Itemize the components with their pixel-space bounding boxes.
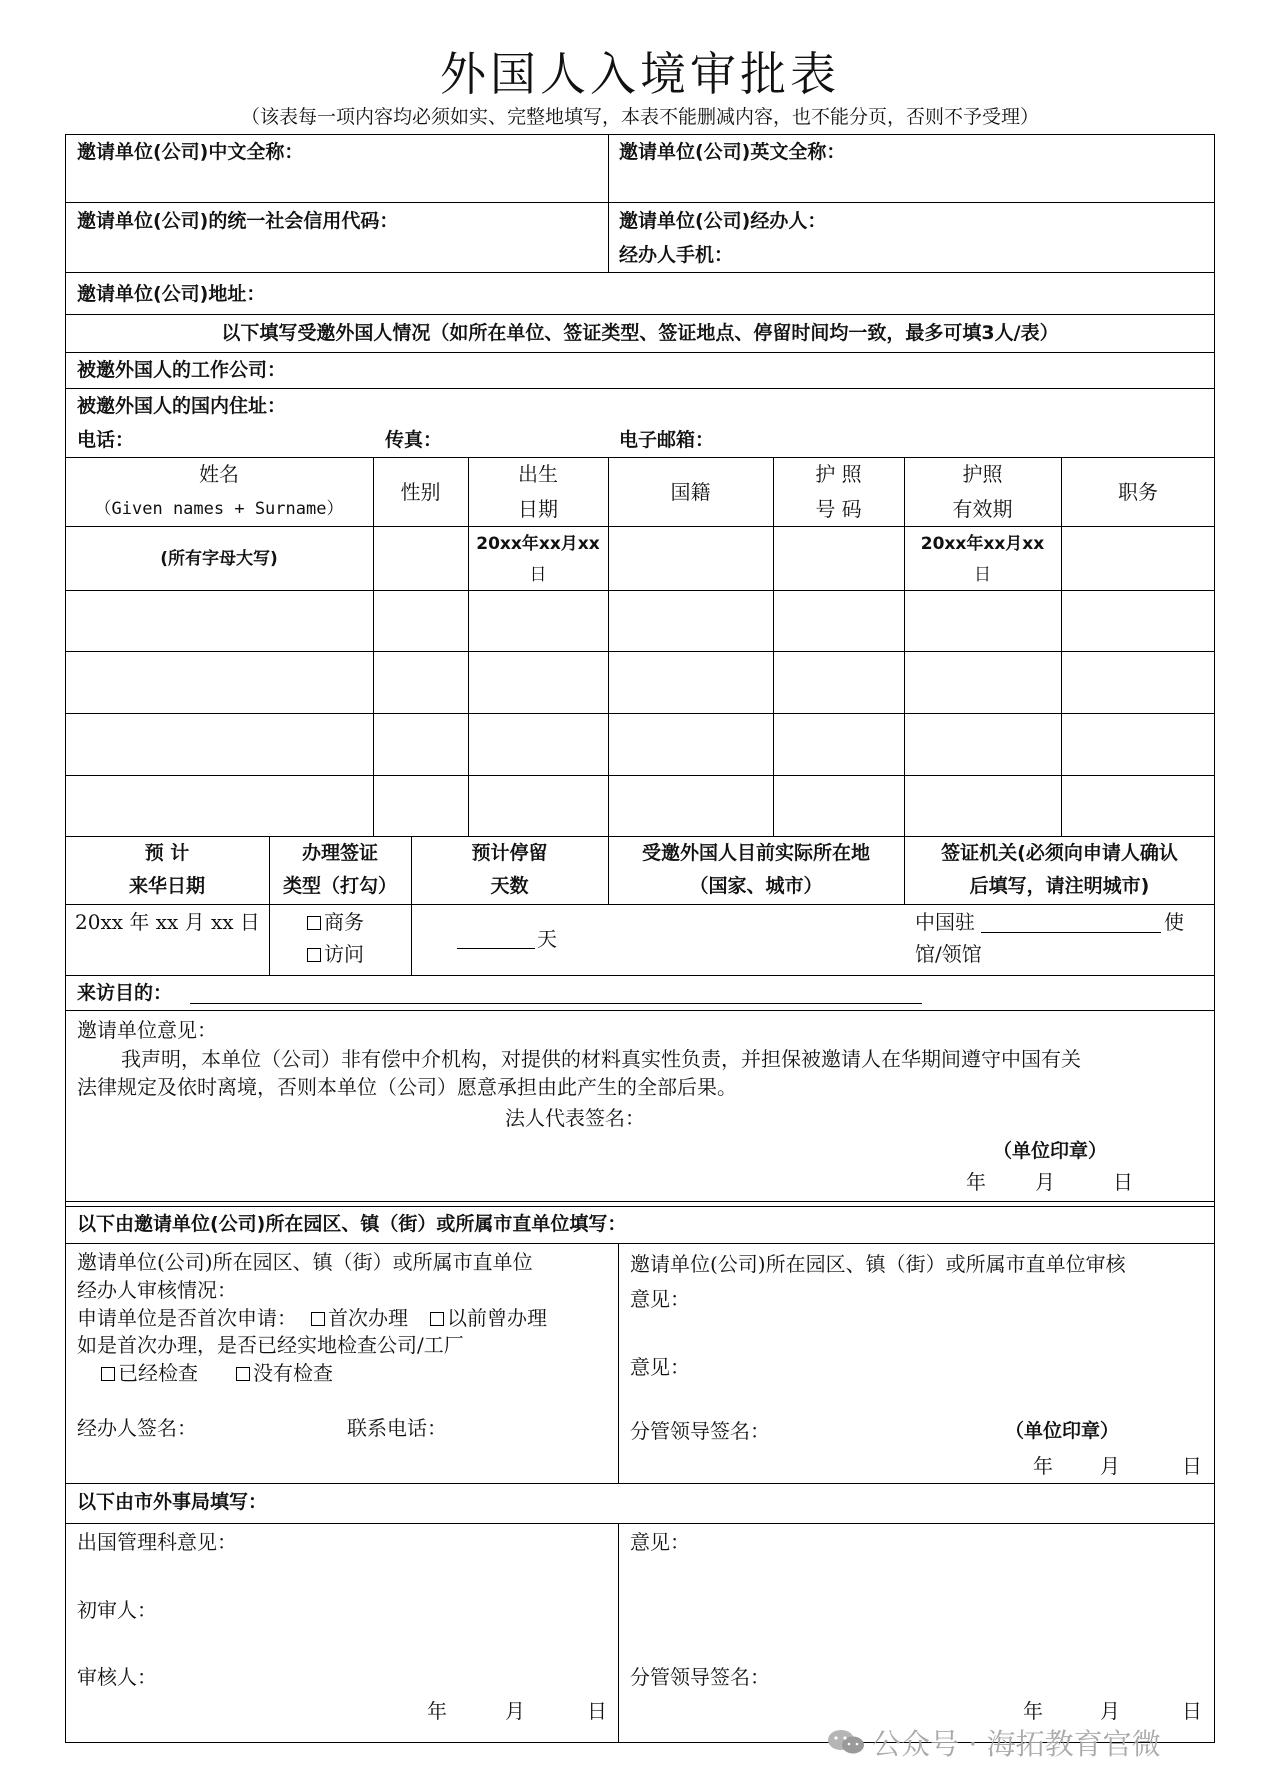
header-position: 职务 (1118, 480, 1158, 504)
visa-business-option[interactable]: 商务 (307, 908, 364, 936)
row-divider (65, 1010, 1215, 1011)
example-name[interactable]: (所有字母大写) (160, 549, 278, 569)
row-divider (65, 202, 1215, 203)
district-month: 月 (1100, 1454, 1120, 1478)
header-passport-no-2: 号 码 (815, 497, 862, 521)
example-birth-2: 日 (529, 565, 547, 585)
visa-type-header-2: 类型（打勾） (282, 875, 397, 897)
col-divider (373, 457, 374, 836)
col-divider (608, 457, 609, 904)
opinion-declaration-1: 我声明，本单位（公司）非有偿中介机构，对提供的材料真实性负责，并担保被邀请人在华期间遵守中国有关 (121, 1047, 1081, 1071)
district-year: 年 (1033, 1454, 1053, 1478)
fa-right-day: 日 (1182, 1699, 1202, 1723)
fa-right-month: 月 (1100, 1699, 1120, 1723)
row-divider (65, 975, 1215, 976)
header-passport-exp: 护照 (962, 462, 1003, 486)
fa-leader-sign: 分管领导签名： (630, 1665, 770, 1689)
row-divider (65, 272, 1215, 273)
checkbox-icon[interactable] (236, 1367, 250, 1381)
row-divider (65, 1483, 1215, 1484)
form-note: （该表每一项内容均必须如实、完整地填写，本表不能删减内容，也不能分页，否则不予受理） (240, 106, 1039, 128)
district-right-line1: 邀请单位(公司)所在园区、镇（街）或所属市直单位审核 (630, 1252, 1126, 1276)
district-left-line2: 经办人审核情况： (77, 1278, 237, 1302)
exit-mgmt-label: 出国管理科意见： (77, 1530, 237, 1554)
email-label: 电子邮箱： (619, 429, 715, 451)
header-birth: 出生 (518, 462, 558, 486)
row-divider (65, 651, 1215, 652)
example-exp-2: 日 (974, 565, 991, 585)
handler-phone-label: 经办人手机： (619, 244, 734, 266)
form-title: 外国人入境审批表 (440, 47, 840, 101)
watermark-text: 公众号 · 海拓教育官微 (872, 1727, 1161, 1761)
row-divider (65, 836, 1215, 837)
unit-seal-label: （单位印章） (993, 1140, 1108, 1162)
col-divider (618, 1243, 619, 1483)
row-divider (65, 526, 1215, 527)
inviter-name-cn-label: 邀请单位(公司)中文全称： (77, 141, 304, 163)
handler-label: 邀请单位(公司)经办人： (619, 210, 827, 232)
example-birth[interactable]: 20xx年xx月xx (476, 534, 600, 554)
header-nationality: 国籍 (670, 480, 711, 504)
row-divider (65, 1243, 1215, 1244)
domestic-address-label: 被邀外国人的国内住址： (77, 395, 287, 417)
credit-code-label: 邀请单位(公司)的统一社会信用代码： (77, 210, 399, 232)
district-right-line2: 意见： (630, 1287, 690, 1311)
row-divider (65, 590, 1215, 591)
purpose-label: 来访目的： (77, 982, 173, 1004)
header-birth-2: 日期 (518, 497, 558, 521)
header-name: 姓名 (199, 462, 239, 486)
fax-label: 传真： (385, 429, 443, 451)
district-leader-sign: 分管领导签名： (630, 1419, 770, 1443)
checkbox-icon[interactable] (307, 916, 321, 930)
header-gender: 性别 (400, 480, 441, 504)
header-name-sub: （Given names + Surname） (94, 499, 344, 519)
row-divider (65, 388, 1215, 389)
row-divider (65, 457, 1215, 458)
fa-right-year: 年 (1023, 1699, 1043, 1723)
date-year: 年 (966, 1170, 986, 1194)
arrival-header: 预 计 (144, 842, 190, 864)
authority-header: 签证机关(必须向申请人确认 (941, 842, 1178, 864)
row-divider (65, 1206, 1215, 1207)
legal-rep-sign-label: 法人代表签名： (505, 1106, 645, 1130)
district-left-line1: 邀请单位(公司)所在园区、镇（街）或所属市直单位 (77, 1250, 533, 1274)
example-exp[interactable]: 20xx年xx月xx (920, 534, 1045, 554)
row-divider (65, 1201, 1215, 1202)
fa-year: 年 (427, 1699, 447, 1723)
embassy-prefix: 中国驻 (915, 910, 975, 934)
district-opinion-label: 意见： (630, 1355, 690, 1379)
work-company-label: 被邀外国人的工作公司： (77, 359, 287, 381)
opinion-declaration-2: 法律规定及依时离境，否则本单位（公司）愿意承担由此产生的全部后果。 (77, 1075, 737, 1099)
stay-header-2: 天数 (490, 875, 529, 897)
row-divider (65, 713, 1215, 714)
contact-phone-label: 联系电话： (347, 1416, 447, 1440)
district-day: 日 (1182, 1454, 1202, 1478)
row-divider (65, 1523, 1215, 1524)
stay-days-unit: 天 (537, 927, 557, 951)
header-passport-no: 护 照 (815, 462, 862, 486)
col-divider (904, 457, 905, 904)
inviter-address-label: 邀请单位(公司)地址： (77, 283, 266, 305)
arrival-date-value[interactable]: 20xx 年 xx 月 xx 日 (75, 910, 260, 934)
row-divider (65, 904, 1215, 905)
handler-sign-label: 经办人签名： (77, 1416, 197, 1440)
first-reviewer-label: 初审人： (77, 1598, 157, 1622)
checkbox-icon[interactable] (101, 1367, 115, 1381)
wechat-icon (826, 1729, 866, 1755)
col-divider (618, 1523, 619, 1743)
stay-header: 预计停留 (471, 842, 548, 864)
inspect-question: 如是首次办理，是否已经实地检查公司/工厂 (77, 1333, 464, 1357)
checkbox-icon[interactable] (307, 948, 321, 962)
purpose-blank[interactable] (190, 1003, 922, 1004)
col-divider (1061, 457, 1062, 836)
header-passport-exp-2: 有效期 (952, 497, 1013, 521)
location-header: 受邀外国人目前实际所在地 (641, 842, 870, 864)
embassy-line2: 馆/领馆 (915, 942, 982, 966)
guest-section-heading: 以下填写受邀外国人情况（如所在单位、签证类型、签证地点、停留时间均一致，最多可填3人/表） (221, 322, 1059, 344)
authority-header-2: 后填写，请注明城市) (969, 875, 1150, 897)
checkbox-icon[interactable] (430, 1312, 444, 1326)
foreign-affairs-heading: 以下由市外事局填写： (77, 1491, 268, 1513)
stay-days-blank[interactable] (457, 948, 535, 949)
embassy-city-blank[interactable] (981, 932, 1161, 933)
col-divider (608, 134, 609, 272)
phone-label: 电话： (77, 429, 135, 451)
district-seal-label: （单位印章） (1005, 1420, 1120, 1442)
inspect-options: 已经检查 没有检查 (101, 1359, 333, 1387)
fa-day: 日 (587, 1699, 607, 1723)
reviewer-label: 审核人： (77, 1665, 157, 1689)
row-divider (65, 352, 1215, 353)
opinion-label: 邀请单位意见： (77, 1018, 217, 1042)
date-month: 月 (1035, 1170, 1055, 1194)
embassy-suffix: 使 (1164, 910, 1184, 934)
visa-type-header: 办理签证 (301, 842, 378, 864)
fa-opinion-label: 意见： (630, 1530, 690, 1554)
checkbox-icon[interactable] (311, 1312, 325, 1326)
row-divider (65, 314, 1215, 315)
location-header-2: （国家、城市） (689, 875, 823, 897)
inviter-name-en-label: 邀请单位(公司)英文全称： (619, 141, 846, 163)
row-divider (65, 775, 1215, 776)
district-heading: 以下由邀请单位(公司)所在园区、镇（街）或所属市直单位填写： (77, 1213, 627, 1235)
arrival-header-2: 来华日期 (128, 875, 205, 897)
date-day: 日 (1113, 1170, 1133, 1194)
visa-visit-option[interactable]: 访问 (307, 940, 364, 968)
first-apply-row: 申请单位是否首次申请： 首次办理 以前曾办理 (77, 1306, 547, 1330)
fa-month: 月 (505, 1699, 525, 1723)
